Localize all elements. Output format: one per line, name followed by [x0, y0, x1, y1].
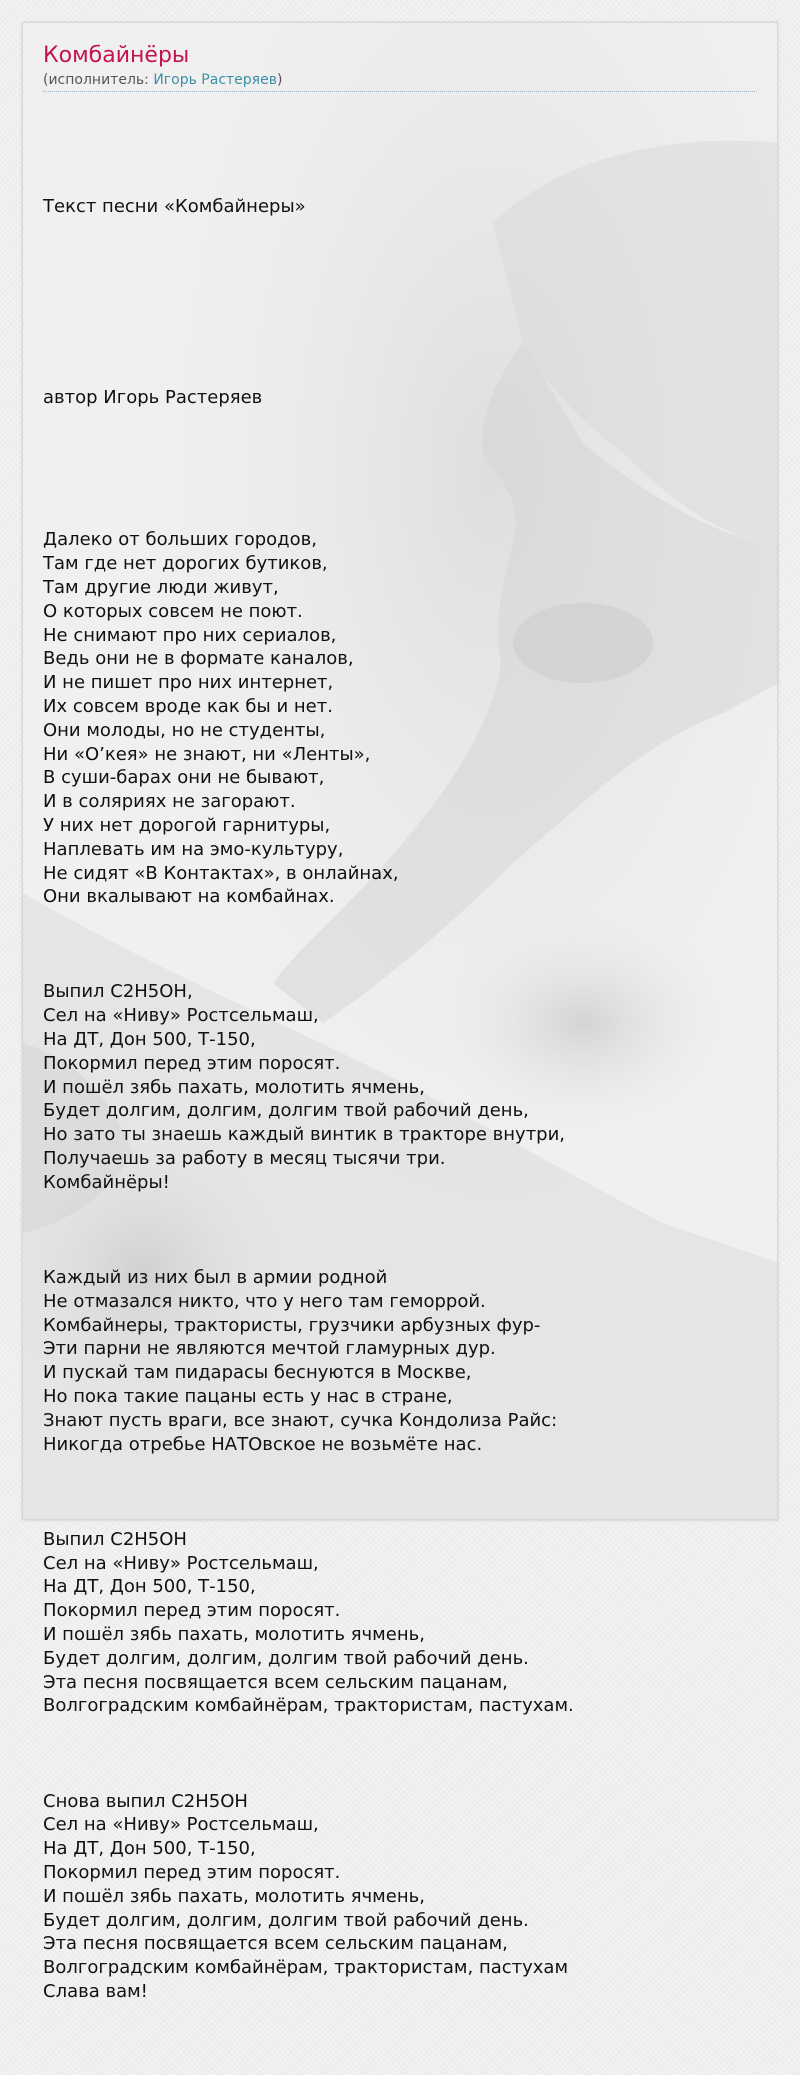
lyric-line: И в соляриях не загорают. [43, 791, 296, 813]
lyrics-heading: Текст песни «Комбайнеры» [43, 196, 306, 218]
lyric-line: Они молоды, но не студенты, [43, 719, 326, 741]
lyric-line: Далеко от больших городов, [43, 529, 317, 551]
lyric-line: На ДТ, Дон 500, Т-150, [43, 1029, 256, 1051]
lyric-line: В суши-барах они не бывают, [43, 767, 325, 789]
lyrics-card [22, 22, 778, 2002]
lyric-line: Слава вам! [43, 1980, 148, 2002]
lyric-line: Волгоградским комбайнёрам, трактористам, пастухам. [43, 1695, 574, 1717]
lyric-line: Будет долгим, долгим, долгим твой рабочий день. [43, 1647, 529, 1669]
song-title: Комбайнёры [43, 43, 190, 68]
lyric-line: И пошёл зябь пахать, молотить ячмень, [43, 1885, 425, 1907]
lyric-line: Комбайнеры, трактористы, грузчики арбузных фур- [43, 1314, 541, 1336]
lyric-line: Их совсем вроде как бы и нет. [43, 695, 333, 717]
lyric-line: И пошёл зябь пахать, молотить ячмень, [43, 1076, 425, 1098]
stanza-3 [43, 1266, 757, 1456]
lyric-line: Не отмазался никто, что у него там геморрой. [43, 1290, 486, 1312]
lyric-line: Получаешь за работу в месяц тысячи три. [43, 1148, 446, 1170]
lyric-line: На ДТ, Дон 500, Т-150, [43, 1838, 256, 1860]
lyric-line: Выпил С2Н5ОН [43, 1528, 187, 1550]
lyric-line: И не пишет про них интернет, [43, 672, 334, 694]
lyric-line: Каждый из них был в армии родной [43, 1267, 388, 1289]
performer-link[interactable]: Игорь Растеряев [153, 72, 277, 88]
lyric-line: На ДТ, Дон 500, Т-150, [43, 1576, 256, 1598]
stanza-2 [43, 980, 757, 1194]
lyric-line: О которых совсем не поют. [43, 600, 303, 622]
performer-prefix: (исполнитель: [43, 72, 154, 88]
lyrics-author: автор Игорь Растеряев [43, 386, 263, 408]
lyric-line: И пошёл зябь пахать, молотить ячмень, [43, 1624, 425, 1645]
lyric-line: Комбайнёры! [43, 1171, 170, 1193]
lyric-line: Не сидят «В Контактах», в онлайнах, [43, 862, 399, 884]
lyric-line: Эта песня посвящается всем сельским пацанам, [43, 1671, 508, 1693]
lyric-line: Эти парни не являются мечтой гламурных дур. [43, 1338, 496, 1360]
stanza-1 [43, 528, 757, 909]
lyric-line: Но зато ты знаешь каждый винтик в тракторе внутри, [43, 1124, 566, 1146]
lyric-line: Никогда отребье НАТОвское не возьмёте нас. [43, 1433, 483, 1455]
lyric-line: Наплевать им на эмо-культуру, [43, 838, 344, 860]
lyric-line: Покормил перед этим поросят. [43, 1052, 341, 1074]
lyric-line: Ведь они не в формате каналов, [43, 648, 354, 670]
lyric-line: Будет долгим, долгим, долгим твой рабочий день, [43, 1100, 529, 1122]
lyric-line: Там где нет дорогих бутиков, [43, 553, 328, 575]
lyrics-text [43, 100, 757, 2075]
lyric-line: И пускай там пидарасы беснуются в Москве, [43, 1362, 472, 1384]
lyric-line: Сел на «Ниву» Ростсельмаш, [43, 1552, 319, 1574]
lyric-line: Сел на «Ниву» Ростсельмаш, [43, 1814, 319, 1836]
lyric-line: Не снимают про них сериалов, [43, 624, 337, 646]
lyric-line: Будет долгим, долгим, долгим твой рабочий день. [43, 1909, 529, 1931]
lyric-line: Там другие люди живут, [43, 576, 279, 598]
lyrics-content [23, 23, 777, 2075]
lyrics-author-block [43, 338, 757, 457]
lyric-line: Снова выпил С2Н5ОН [43, 1790, 248, 1812]
lyric-line: Покормил перед этим поросят. [43, 1600, 341, 1622]
lyric-line: Волгоградским комбайнёрам, трактористам, пастухам [43, 1957, 569, 1979]
lyrics-heading-block [43, 148, 757, 267]
lyric-line: Они вкалывают на комбайнах. [43, 886, 335, 908]
performer-suffix: ) [276, 72, 283, 88]
performer-line [43, 71, 757, 89]
stanza-4 [43, 1528, 757, 1718]
lyric-line: Знают пусть враги, все знают, сучка Кондолиза Райс: [43, 1409, 558, 1431]
lyric-line: Эта песня посвящается всем сельским пацанам, [43, 1933, 508, 1955]
lyric-line: Но пока такие пацаны есть у нас в стране, [43, 1386, 453, 1408]
stanza-5 [43, 1790, 757, 2004]
lyric-line: Выпил С2Н5ОН, [43, 981, 193, 1003]
title-divider [43, 91, 757, 92]
lyric-line: Сел на «Ниву» Ростсельмаш, [43, 1005, 319, 1027]
lyric-line: Ни «О’кея» не знают, ни «Ленты», [43, 743, 371, 765]
lyric-line: Покормил перед этим поросят. [43, 1861, 341, 1883]
lyric-line: У них нет дорогой гарнитуры, [43, 814, 331, 836]
